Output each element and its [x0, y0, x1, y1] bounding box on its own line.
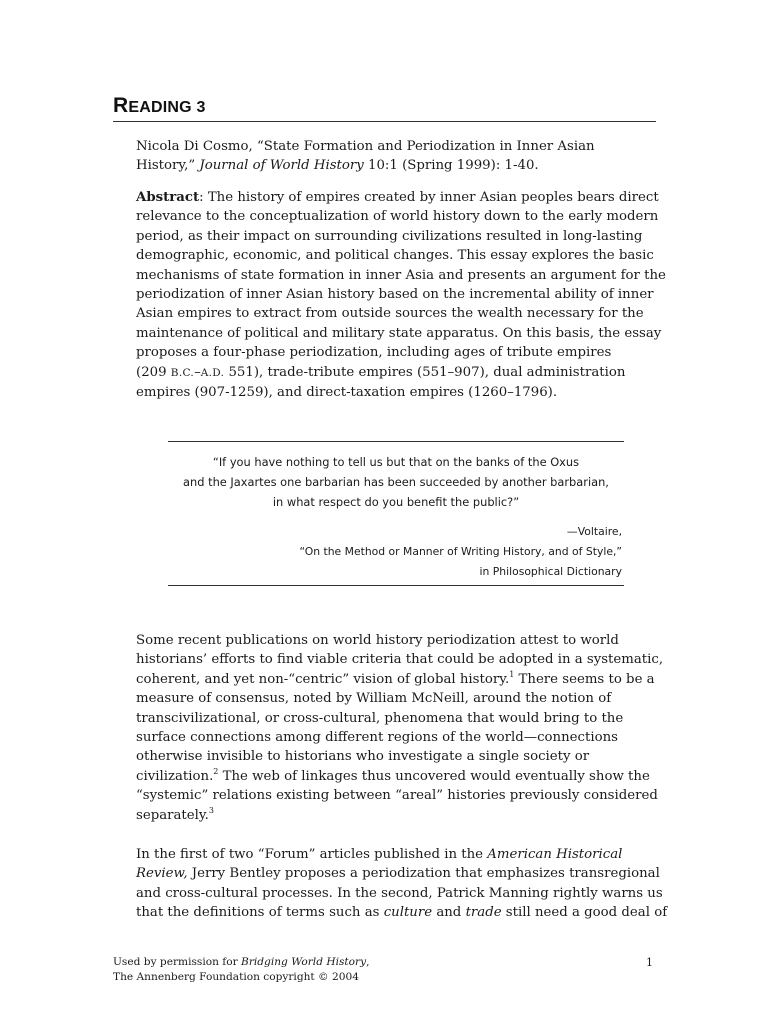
- paragraph-line: and cross-cultural processes. In the second, Patrick Manning rightly warns us: [136, 885, 663, 901]
- abstract-line: demographic, economic, and political changes. This essay explores the basic: [136, 248, 654, 264]
- abstract-line: proposes a four-phase periodization, including ages of tribute empires: [136, 345, 612, 361]
- footnote-ref[interactable]: 1: [509, 669, 515, 679]
- paragraph-line: historians’ efforts to find viable criteria that could be adopted in a systematic,: [136, 652, 664, 668]
- title-rule: [113, 121, 656, 122]
- attribution-source: in Philosophical Dictionary: [479, 565, 622, 578]
- footnote-ref[interactable]: 2: [213, 766, 219, 776]
- paragraph-text: still need a good deal of: [501, 905, 668, 921]
- footer-title: Bridging World History: [241, 956, 367, 968]
- journal-title: American Historical: [487, 847, 623, 862]
- paragraph-line: [136, 903, 668, 922]
- abstract-text: (209: [136, 364, 171, 380]
- abstract-text: 551), trade-tribute empires (551–907), dual administration: [224, 364, 626, 380]
- abstract-line: [136, 188, 659, 207]
- page-footer: [113, 955, 369, 985]
- paragraph-line: otherwise invisible to historians who investigate a single society or: [136, 749, 590, 765]
- era-bc: B.C.: [170, 366, 195, 379]
- abstract-line: [136, 363, 656, 383]
- paragraph-line: Some recent publications on world history periodization attest to world: [136, 633, 619, 648]
- paragraph-line: transcivilizational, or cross-cultural, phenomena that would bring to the: [136, 710, 624, 726]
- paragraph-text: that the definitions of terms such as: [136, 905, 384, 921]
- footer-text: Used by permission for: [113, 956, 242, 968]
- citation-text: History,”: [136, 158, 200, 174]
- page-number: 1: [646, 956, 653, 969]
- footer-line: [113, 955, 369, 970]
- abstract-line: period, as their impact on surrounding civilizations resulted in long-lasting: [136, 228, 643, 244]
- abstract-line: Asian empires to extract from outside sources the wealth necessary for the: [136, 306, 644, 322]
- paragraph-text: separately.: [136, 807, 209, 823]
- abstract-text: –: [194, 364, 201, 380]
- abstract-line: relevance to the conceptualization of world history down to the early modern: [136, 209, 659, 225]
- paragraph-line: [136, 806, 656, 825]
- abstract-label: Abstract: [136, 190, 200, 205]
- paragraph-text: There seems to be a: [514, 671, 655, 687]
- attribution-author: —Voltaire,: [566, 525, 622, 538]
- quote-line: “If you have nothing to tell us but that on the banks of the Oxus: [212, 455, 580, 469]
- paragraph-line: [136, 864, 660, 883]
- title-rest: EADING 3: [128, 99, 206, 116]
- epigraph-attribution: [166, 522, 622, 582]
- paragraph-line: measure of consensus, noted by William McNeill, around the notion of: [136, 691, 612, 707]
- page-title: [113, 94, 206, 118]
- paragraph-line: [136, 767, 656, 786]
- epigraph-top-rule: [168, 441, 624, 442]
- abstract-line: empires (907-1259), and direct-taxation empires (1260–1796).: [136, 385, 558, 401]
- footer-text: ,: [366, 956, 370, 968]
- paragraph-line: [136, 845, 656, 864]
- italic-term: culture: [383, 905, 433, 921]
- paragraph-text: civilization.: [136, 768, 214, 784]
- footnote-ref[interactable]: 3: [208, 805, 214, 815]
- abstract-text: : The history of empires created by inner Asian peoples bears direct: [199, 190, 659, 205]
- paragraph-text: coherent, and yet non-“centric” vision of global history.: [136, 671, 510, 687]
- era-ad: A.D.: [200, 366, 225, 379]
- citation-line: [136, 156, 656, 175]
- title-initial: R: [113, 94, 129, 117]
- abstract-line: periodization of inner Asian history based on the incremental ability of inner: [136, 287, 654, 303]
- italic-term: trade: [465, 905, 502, 921]
- body-paragraph: [136, 845, 668, 923]
- epigraph: [168, 441, 624, 586]
- abstract-line: mechanisms of state formation in inner Asia and presents an argument for the: [136, 267, 666, 283]
- body-paragraph: [136, 631, 664, 825]
- quote-line: in what respect do you benefit the public?”: [272, 495, 520, 509]
- journal-title: Review,: [136, 866, 188, 882]
- paragraph-line: [136, 670, 656, 689]
- footer-copyright: The Annenberg Foundation copyright © 2004: [113, 971, 359, 983]
- paragraph-text: Jerry Bentley proposes a periodization that emphasizes transregional: [187, 866, 660, 882]
- attribution-work: “On the Method or Manner of Writing History, and of Style,”: [299, 545, 622, 558]
- journal-title: Journal of World History: [199, 158, 364, 174]
- quote-line: and the Jaxartes one barbarian has been succeeded by another barbarian,: [183, 475, 609, 489]
- epigraph-quote: [168, 452, 624, 512]
- paragraph-text: In the first of two “Forum” articles published in the: [136, 847, 488, 862]
- paragraph-line: “systemic” relations existing between “areal” histories previously considered: [136, 788, 658, 804]
- paragraph-text: The web of linkages thus uncovered would eventually show the: [218, 768, 650, 784]
- abstract-line: maintenance of political and military state apparatus. On this basis, the essay: [136, 325, 662, 341]
- citation: [136, 137, 656, 176]
- paragraph-line: surface connections among different regions of the world—connections: [136, 730, 618, 746]
- citation-text: 10:1 (Spring 1999): 1-40.: [363, 158, 539, 174]
- paragraph-text: and: [432, 905, 466, 921]
- epigraph-bottom-rule: [168, 585, 624, 586]
- abstract: [136, 188, 666, 402]
- citation-line: Nicola Di Cosmo, “State Formation and Periodization in Inner Asian: [136, 139, 595, 154]
